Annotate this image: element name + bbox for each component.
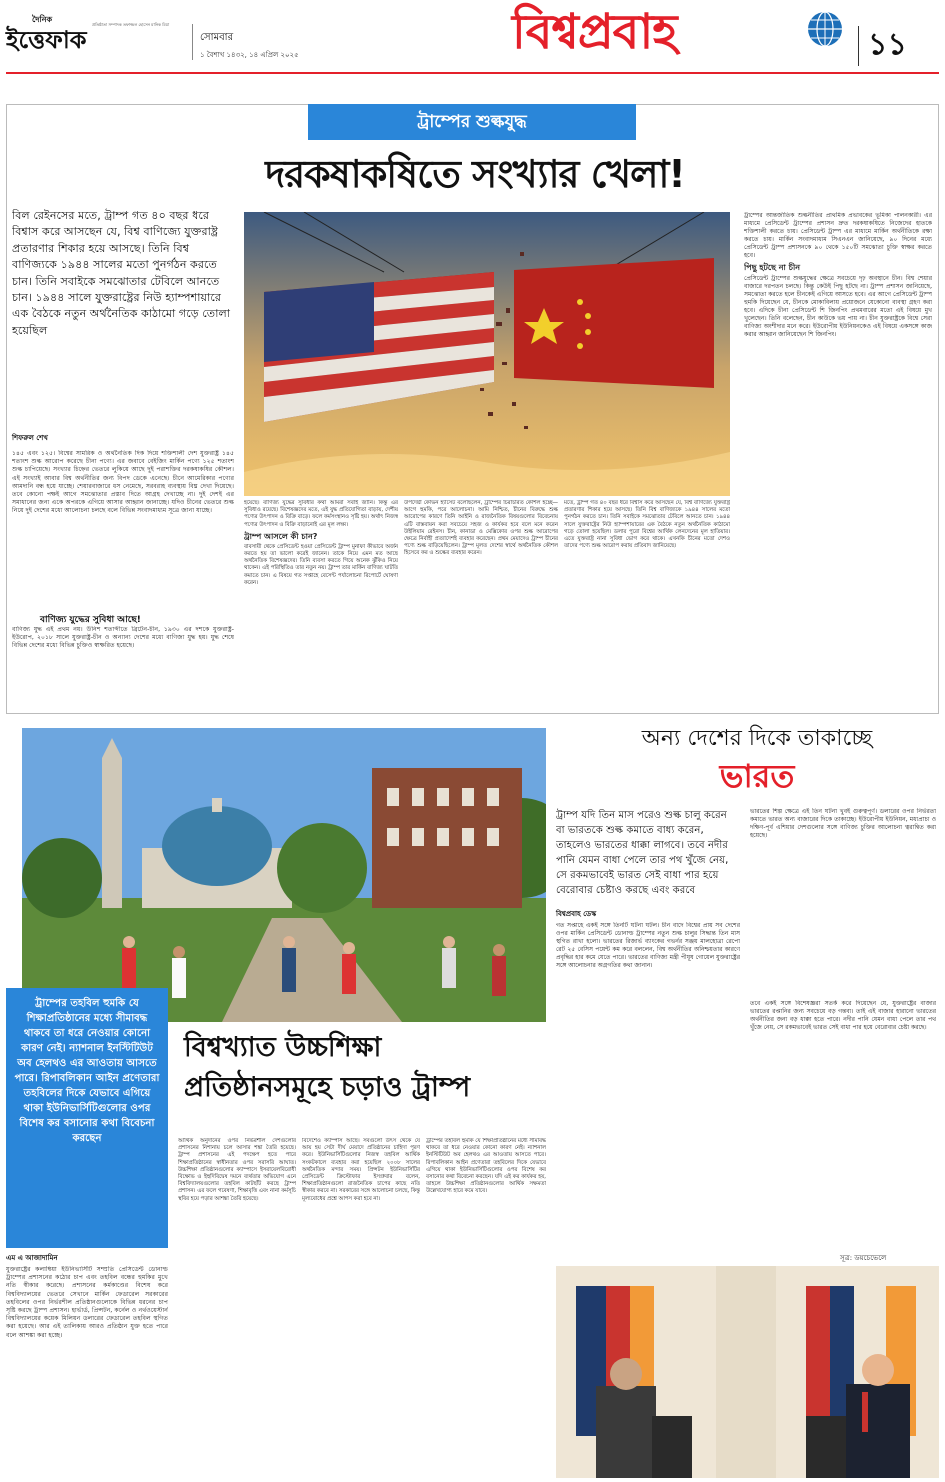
masthead-date: ১ বৈশাখ ১৪৩২, ১৪ এপ্রিল ২০২৫ <box>200 51 299 59</box>
ittefaq-tagline: প্রতিষ্ঠাতা সম্পাদক তফাজ্জল হোসেন মানিক মিয়া <box>92 22 170 27</box>
story2-headline <box>178 1028 546 1128</box>
story2-col1-text: যুক্তরাষ্ট্রের কলাম্বিয়া ইউনিভার্সিটি সম্প্রতি প্রেসিডেন্ট ডোনাল্ড ট্রাম্পের প্রশাসনের কঠোর চাপ এবং তহবিল বন্ধের হুমকির মুখে নতি স্বীকার করেছে। প্রশাসনের কর্মকাণ্ডের বিশেষ করে বিশ্ববিদ্যালয়ের ভেতরে সেখানে মার্কিন ফেডারেল সরকারের তহবিলের ওপর নির্ভরশীল প্রতিষ্ঠানগুলোকে বিভিন্ন ধরনের চাপ সৃষ্টি করছে ট্রাম্প প্রশাসন। হার্ভার্ড, প্রিন্সটন, কর্নেল ও নর্থওয়েস্টার্ন বিশ্ববিদ্যালয়ের কয়েক মিলিয়ন ডলারের ফেডারেল তহবিল স্থগিত করা হয়েছে। আর এই তালিকায় আরও প্রতিষ্ঠান যুক্ত হতে পারে বলে আশঙ্কা করা হচ্ছে। <box>6 1266 168 1339</box>
story1-col5b-text: প্রেসিডেন্ট ট্রাম্পের শুল্কযুদ্ধের ক্ষেত্রে সবচেয়ে দৃঢ় অবস্থানে চীন। বিশ্ব শেয়ার বাজারে দরপতন চলছে। কিন্তু কেউই পিছু হটছে না। ট্রাম্প প্রশাসন জানিয়েছে, সমঝোতা করতে হলে চীনকেই এগিয়ে আসতে হবে। এর আগে প্রেসিডেন্ট ট্রাম্প হুমকি দিয়েছেন যে, চীনকে মোকাবিলায় প্রয়োজনে যেকোনো ব্যবস্থা গ্রহণ করা হবে। এদিকে চীনা প্রেসিডেন্ট শি জিনপিং প্রথমবারের মতো এই বিষয়ে মুখ খুলেছেন। তিনি বলেছেন, চীন কাউকে ভয় পায় না। চীন যুক্তরাষ্ট্রকে বিশ্বে সেরা বাণিজ্য অংশীদার মনে করে। ইউরোপীয় ইউনিয়নকেও এই বিষয়ে একসঙ্গে কাজ করার আহ্বান জানিয়েছেন শি জিনপিং। <box>744 275 932 338</box>
story3-col1-text: গত সপ্তাহে একই সঙ্গে তিনটি ঘটনা ঘটল। চীন বাদে বিশ্বের প্রায় সব দেশের ওপর মার্কিন প্রেসিডেন্ট ডোনাল্ড ট্রাম্পের নতুন শুল্ক চালুর সিদ্ধান্ত তিন মাস স্থগিত রাখা হলো। ভারতের রিজার্ভ ব্যাংকের গভর্নর সঞ্জয় মালহোত্রা রেপো রেট ২৫ বেসিস পয়েন্ট কম করে বললেন, বিশ্ব অর্থনীতির অনিশ্চয়তার কারণে প্রবৃদ্ধির হার কমে যেতে পারে। ভারতের বাণিজ্য মন্ত্রী পীযূষ গোয়েল যুক্তরাষ্ট্রের সঙ্গে আলোচনার অগ্রগতির কথা জানান। <box>556 922 740 969</box>
story1-col4-text: মতে, ট্রাম্প গত ৪০ বছর ধরে বিশ্বাস করে আসছেন যে, বিশ্ব বাণিজ্যে যুক্তরাষ্ট্র প্রতারণার শিকার হয়ে আসছে। তিনি বিশ্ব বাণিজ্যকে ১৯৪৪ সালের মতো পুনর্গঠন করতে চান। তিনি সবাইকে সমঝোতার টেবিলে আনতে চান। ১৯৪৪ সালে যুক্তরাষ্ট্রের নিউ হ্যাম্পশায়ারের এক বৈঠকে নতুন অর্থনৈতিক কাঠামো গড়ে তোলা হয়েছিল। ডলার পুরো বিশ্বের আর্থিক লেনদেনের মূল হাতিয়ার। এতে যুক্তরাষ্ট্র নানা সুবিধা ভোগ করে থাকে। এখনকি চীনের মতো দেশও তাদের পণ্যে শুল্ক আরোপ করায় প্রতিবাদ জানিয়েছে। <box>564 500 730 550</box>
story2-headline-line2: প্রতিষ্ঠানসমূহে চড়াও ট্রাম্প <box>184 1072 471 1103</box>
ittefaq-small: দৈনিক <box>32 15 53 24</box>
story1-headline: দরকষাকষিতে সংখ্যার খেলা! <box>265 152 685 196</box>
story1-col1b-text: বাণিজ্য যুদ্ধ এই প্রথম নয়। উনিশ শতাব্দীতে ব্রিটেন-চীন, ১৯৩০ এর দশকে যুক্তরাষ্ট্র-ইউরোপ, ২০১৮ সালে যুক্তরাষ্ট্র-চীন ও অন্যান্য দেশের মধ্যে বাণিজ্য যুদ্ধ হয়। যুদ্ধ শেষে বিভিন্ন দেশের মধ্যে বিভিন্ন চুক্তিও স্বাক্ষরিত হয়েছে। <box>12 626 234 650</box>
story2-col4-text: ট্রাম্পের তহবিল হুমকি যে শিক্ষাপ্রতিষ্ঠানের মধ্যে সীমাবদ্ধ থাকবে তা ধরে নেওয়ার কোনো কারণ নেই। ন্যাশনাল ইনস্টিটিউট অব হেলথও এর আওতায় আসতে পারে। রিপাবলিকান আইন প্রণেতারা তহবিলের দিকে যেভাবে এগিয়ে থাকা ইউনিভার্সিটিগুলোর ওপর বিশেষ কর বসানোর কথা বিবেচনা করছেন। যদি এই কর কার্যকর হয়, তাহলে উচ্চশিক্ষা প্রতিষ্ঠানগুলোর আর্থিক সক্ষমতা উল্লেখযোগ্য হারে কমে যাবে। <box>426 1138 546 1195</box>
story1-col5-text: ট্রাম্পের আন্তর্জাতিক শুল্কনীতির প্রাথমিক প্রভাবকের ভূমিকা পালনকারী। এর মাধ্যমে প্রেসিডেন্ট ট্রাম্পের প্রশাসন দ্রুত দরকষাকষিতে নিজেদের হাতকে শক্তিশালী করতে চায়। প্রেসিডেন্ট ট্রাম্প এর মাধ্যমে মার্কিন অর্থনীতিকে রক্ষা করতে চায়। মার্কিন সংবাদমাধ্যম সিএনএন জানিয়েছে, ৯০ দিনের মধ্যে প্রেসিডেন্ট ট্রাম্প প্রশাসনকে ৯০ থেকে ১৫০টি সমঝোতা চুক্তি স্বাক্ষর করতে হবে। <box>744 212 932 259</box>
story2-column-1 <box>6 1266 168 1476</box>
masthead <box>0 0 945 92</box>
story1-byline: শিফরুল শেখ <box>12 434 48 442</box>
story2-col3-text: বিদেশেও ক্যাম্পাস আছে। সবগুলো উৎস থেকে যে আয় হয় সেটা দীর্ঘ মেয়াদে প্রতিষ্ঠানের চাহিদা পূরণ করে। ইউনিভার্সিটিগুলোর নিজস্ব তহবিল আর্থিক সংকটকালে ব্যবহার করা হয়েছিল ২০০৮ সালের অর্থনৈতিক মন্দার সময়। প্রিন্সটন ইউনিভার্সিটির প্রেসিডেন্ট ক্রিস্টোফার ইসগ্রুবার বলেন, শিক্ষাপ্রতিষ্ঠানগুলো রাজনৈতিক চাপের কাছে নতি স্বীকার করবে না। সরকারের সঙ্গে আলোচনা চলছে, কিন্তু মূল্যবোধের প্রশ্নে আপস করা হবে না। <box>302 1138 420 1202</box>
story1-column-4 <box>564 500 730 708</box>
story1-subhead-3: পিছু হটছে না চীন <box>744 263 801 272</box>
story1-kicker-text: ট্রাম্পের শুল্কযুদ্ধ <box>417 112 527 132</box>
story1-column-2 <box>244 500 398 708</box>
story1-col3-text: উপদেষ্টা কেভিন হ্যাসেট বলেছিলেন, ট্রাম্পের চিরাচরিত কৌশল হচ্ছে— আগে হুমকি, পরে আলোচনা। আমি নিশ্চিত, চীনের বিরুদ্ধে শুল্ক আরোপের কারণে তিনি আইনি ও রাজনৈতিক বিষয়গুলোর বিবেচনায় এটি বাস্তবায়ন করা সবচেয়ে সহজ ও কার্যকর হবে বলে মনে করেন উইলিয়াম রেইনস। চীন, কানাডা ও মেক্সিকোর ওপর শুল্ক আরোপের ক্ষেত্রে নির্বাহী প্রত্যাদেশই ব্যবহার করেছেন। প্রথম মেয়াদেও ট্রাম্প চীনের পণ্যে শুল্ক বাড়িয়েছিলেন। ট্রাম্প মূলত দেশের স্বার্থে অর্থনৈতিক কৌশল হিসেবে কর ও শুল্কের ব্যবহার করেন। <box>404 500 558 557</box>
masthead-divider <box>192 24 193 60</box>
story2-byline: এম এ আজাদামিন <box>6 1254 58 1262</box>
page-number-divider <box>858 26 859 66</box>
ittefaq-logo <box>6 14 186 53</box>
page-number: ১১ <box>868 27 907 62</box>
story1-col2b-text: বাবসায়ী থেকে প্রেসিডেন্ট হওয়া প্রেসিডেন্ট ট্রাম্প মুনাফা কীভাবে অর্জন করতে হয় তা ভালো করেই জানেন। তাকে নিয়ে এমন মত আছে অর্থনৈতিক বিশেষজ্ঞদের। তিনি ব্যবসা করতে গিয়ে অনেক ঝুঁকিও নিয়ে থাকেন। এই পরিস্থিতিও তার নতুন নয়। ট্রাম্প তার মার্কিন বাণিজ্য ঘাটতি কমাতে চান। এ বিষয়ে গত সপ্তাহে বেসেন্ট পর্যালোচনা রিপোর্টে ঘোষণা করেন। <box>244 543 398 586</box>
story2-headline-line1: বিশ্বখ্যাত উচ্চশিক্ষা <box>184 1032 382 1063</box>
story3-column-1 <box>556 922 740 1258</box>
story3-col3-text: তবে একই সঙ্গে বিশেষজ্ঞরা সতর্ক করে দিয়েছেন যে, যুক্তরাষ্ট্রের বাজার ভারতের রপ্তানির জন্য সবচেয়ে বড় গন্তব্য। তাই এই বাজার হারানো ভারতের অর্থনীতির জন্য বড় ধাক্কা হতে পারে। নদীর পানি যেমন বাধা পেলে তার পথ খুঁজে নেয়, সে রকমভাবেই ভারত সেই বাধা পার হয়ে বেরোবার চেষ্টা করছে। <box>750 1000 936 1031</box>
story2-column-3 <box>302 1138 420 1476</box>
modi-trump-photo <box>556 1266 939 1478</box>
section-title: বিশ্বপ্রবাহ <box>512 4 677 60</box>
campus-photo <box>22 728 546 1022</box>
story1-pullquote: বিল রেইনসের মতে, ট্রাম্প গত ৪০ বছর ধরে বিশ্বাস করে আসছেন যে, বিশ্ব বাণিজ্যে যুক্তরাষ্ট্র প্রতারণার শিকার হয়ে আসছে। তিনি বিশ্ব বাণিজ্যকে ১৯৪৪ সালের মতো পুনর্গঠন করতে চান। তিনি সবাইকে সমঝোতার টেবিলে আনতে চান। ১৯৪৪ সালে যুক্তরাষ্ট্রের নিউ হ্যাম্পশায়ারে এক বৈঠকে নতুন অর্থনৈতিক কাঠামো গড়ে তোলা হয়েছিল <box>12 209 231 337</box>
story1-column-1 <box>12 450 234 610</box>
story2-col2-text: আর্থিক অনুদানের ওপর নির্ভরশীল দেশগুলোর প্রশাসনের নিশানায় চলে আসার শঙ্কা তৈরি হয়েছে। ট্রাম্প প্রশাসনের এই পদক্ষেপ হতে পারে শিক্ষাপ্রতিষ্ঠানের স্বাধীনতার ওপর সরাসরি আঘাত। উচ্চশিক্ষা প্রতিষ্ঠানগুলোর ক্যাম্পাসে ইসরায়েলবিরোধী বিক্ষোভ ও ইহুদিবিদ্বেষ দমনে ব্যর্থতার অভিযোগ এনে বিশ্ববিদ্যালয়গুলোর তহবিল কাটছাঁট করছে ট্রাম্প প্রশাসন। এর ফলে গবেষণা, শিক্ষাবৃত্তি এবং নানা কর্মসূচি স্থবির হয়ে পড়ার আশঙ্কা তৈরি হয়েছে। <box>178 1138 296 1202</box>
story2-quote-text: ট্রাম্পের তহবিল হুমকি যে শিক্ষাপ্রতিষ্ঠানের মধ্যে সীমাবদ্ধ থাকবে তা ধরে নেওয়ার কোনো কারণ নেই। ন্যাশনাল ইনস্টিটিউট অব হেলথও এর আওতায় আসতে পারে। রিপাবলিকান আইন প্রণেতারা তহবিলের দিকে যেভাবে এগিয়ে থাকা ইউনিভার্সিটিগুলোর ওপর বিশেষ কর বসানোর কথা বিবেচনা করছেন <box>14 998 160 1144</box>
story3-pullquote: ট্রাম্প যদি তিন মাস পরেও শুল্ক চালু করেন বা ভারতকে শুল্ক কমাতে বাধ্য করেন, তাহলেও ভারতের ধাক্কা লাগবে। তবে নদীর পানি যেমন বাধা পেলে তার পথ খুঁজে নেয়, সে রকমভাবেই ভারত সেই বাধা পার হয়ে বেরোবার চেষ্টাও করছে এবং করবে <box>556 810 729 896</box>
story3-col2-text: ভারতের শিল্প ক্ষেত্রে এই তিন ঘটনা খুবই গুরুত্বপূর্ণ। ডলারের ওপর নির্ভরতা কমাতে ভারত অন্য বাজারের দিকে তাকাচ্ছে। ইউরোপীয় ইউনিয়ন, মধ্যপ্রাচ্য ও দক্ষিণ-পূর্ব এশিয়ার দেশগুলোর সঙ্গে বাণিজ্য চুক্তির আলোচনা ত্বরান্বিত করা হয়েছে। <box>750 808 936 839</box>
story3-byline: বিশ্বপ্রবাহ ডেস্ক <box>556 910 597 918</box>
story3-headline-line1: অন্য দেশের দিকে তাকাচ্ছে <box>641 726 873 751</box>
ittefaq-name: ইত্তেফাক <box>6 25 87 54</box>
story1-col2-text: হয়েছে। বাণিজ্য যুদ্ধের সুবিধার কথা আমরা সবাই জানি। কিন্তু এর সুবিধাও রয়েছে। বিশেষজ্ঞদের মতে, এই যুদ্ধ প্রতিযোগিতা বাড়ায়, দেশীয় পণ্যের উৎপাদন ও বিক্রি বাড়ে। ফলে কর্মসংস্থানও সৃষ্টি হয়। অর্থাৎ নিজস্ব পণ্যের উৎপাদন ও বিক্রি বাড়ানোই এর মূল লক্ষ্য। <box>244 500 398 528</box>
story3-column-3 <box>750 1000 936 1258</box>
story1-column-5 <box>744 212 932 708</box>
story1-col1-text: ১৪৫ এবং ১২৫। বিশ্বের সামরিক ও অর্থনৈতিক দিক দিয়ে শক্তিশালী দেশ যুক্তরাষ্ট্র ১৪৫ শতাংশ শুল্ক আরোপ করেছে চীনা পণ্যে। এর জবাবে বেইজিং মার্কিন পণ্যে ১২৫ শতাংশ শুল্ক চাপিয়েছে। সংখ্যার চিহ্নের ভেতরে লুকিয়ে আছে দুই পরাশক্তির দরকষাকষির কৌশল। এই সংখ্যাই আবার বিশ্ব অর্থনীতির জন্য বিপদ ডেকে এনেছে। চীনে আমেরিকার পণ্যের আমদানি বন্ধ হয়ে যাচ্ছে। শেয়ারবাজারে ধস নেমেছে, সরবরাহ ব্যবস্থায় বিঘ্ন দেখা দিয়েছে। তবে কোনো পক্ষই আগে সমঝোতার প্রস্তাব দিতে আগ্রহ দেখাচ্ছে না। দুই দেশই এর সমাধানের জন্য একে অপরকে এগিয়ে আসার আহ্বান জানাচ্ছে। যদিও চীনের ভেতরে শুল্ক নিয়ে দুই দেশের মধ্যে আলোচনা চলছে বলে বিভিন্ন সংবাদমাধ্যম সূত্রে জানা যাচ্ছে। <box>12 450 234 515</box>
story1-column-3 <box>404 500 558 708</box>
story1-column-1b <box>12 626 234 708</box>
story1-subhead-1: বাণিজ্য যুদ্ধের সুবিধা আছে! <box>40 615 141 625</box>
containers-photo <box>244 212 730 496</box>
story3-column-2 <box>750 808 936 996</box>
globe-icon <box>806 10 844 48</box>
story2-column-2 <box>178 1138 296 1476</box>
story2-column-4 <box>426 1138 546 1476</box>
story3-photo-credit: সূত্র: ডয়চেভেলে <box>840 1254 887 1262</box>
masthead-day: সোমবার <box>200 32 234 43</box>
masthead-date-block <box>200 30 299 61</box>
story1-subhead-2: ট্রাম্প আসলে কী চান? <box>244 531 318 541</box>
story3-headline-line2: ভারত <box>719 757 795 795</box>
story1-kicker <box>308 104 636 140</box>
story2-quote-box <box>6 988 168 1248</box>
masthead-rule <box>6 72 939 74</box>
